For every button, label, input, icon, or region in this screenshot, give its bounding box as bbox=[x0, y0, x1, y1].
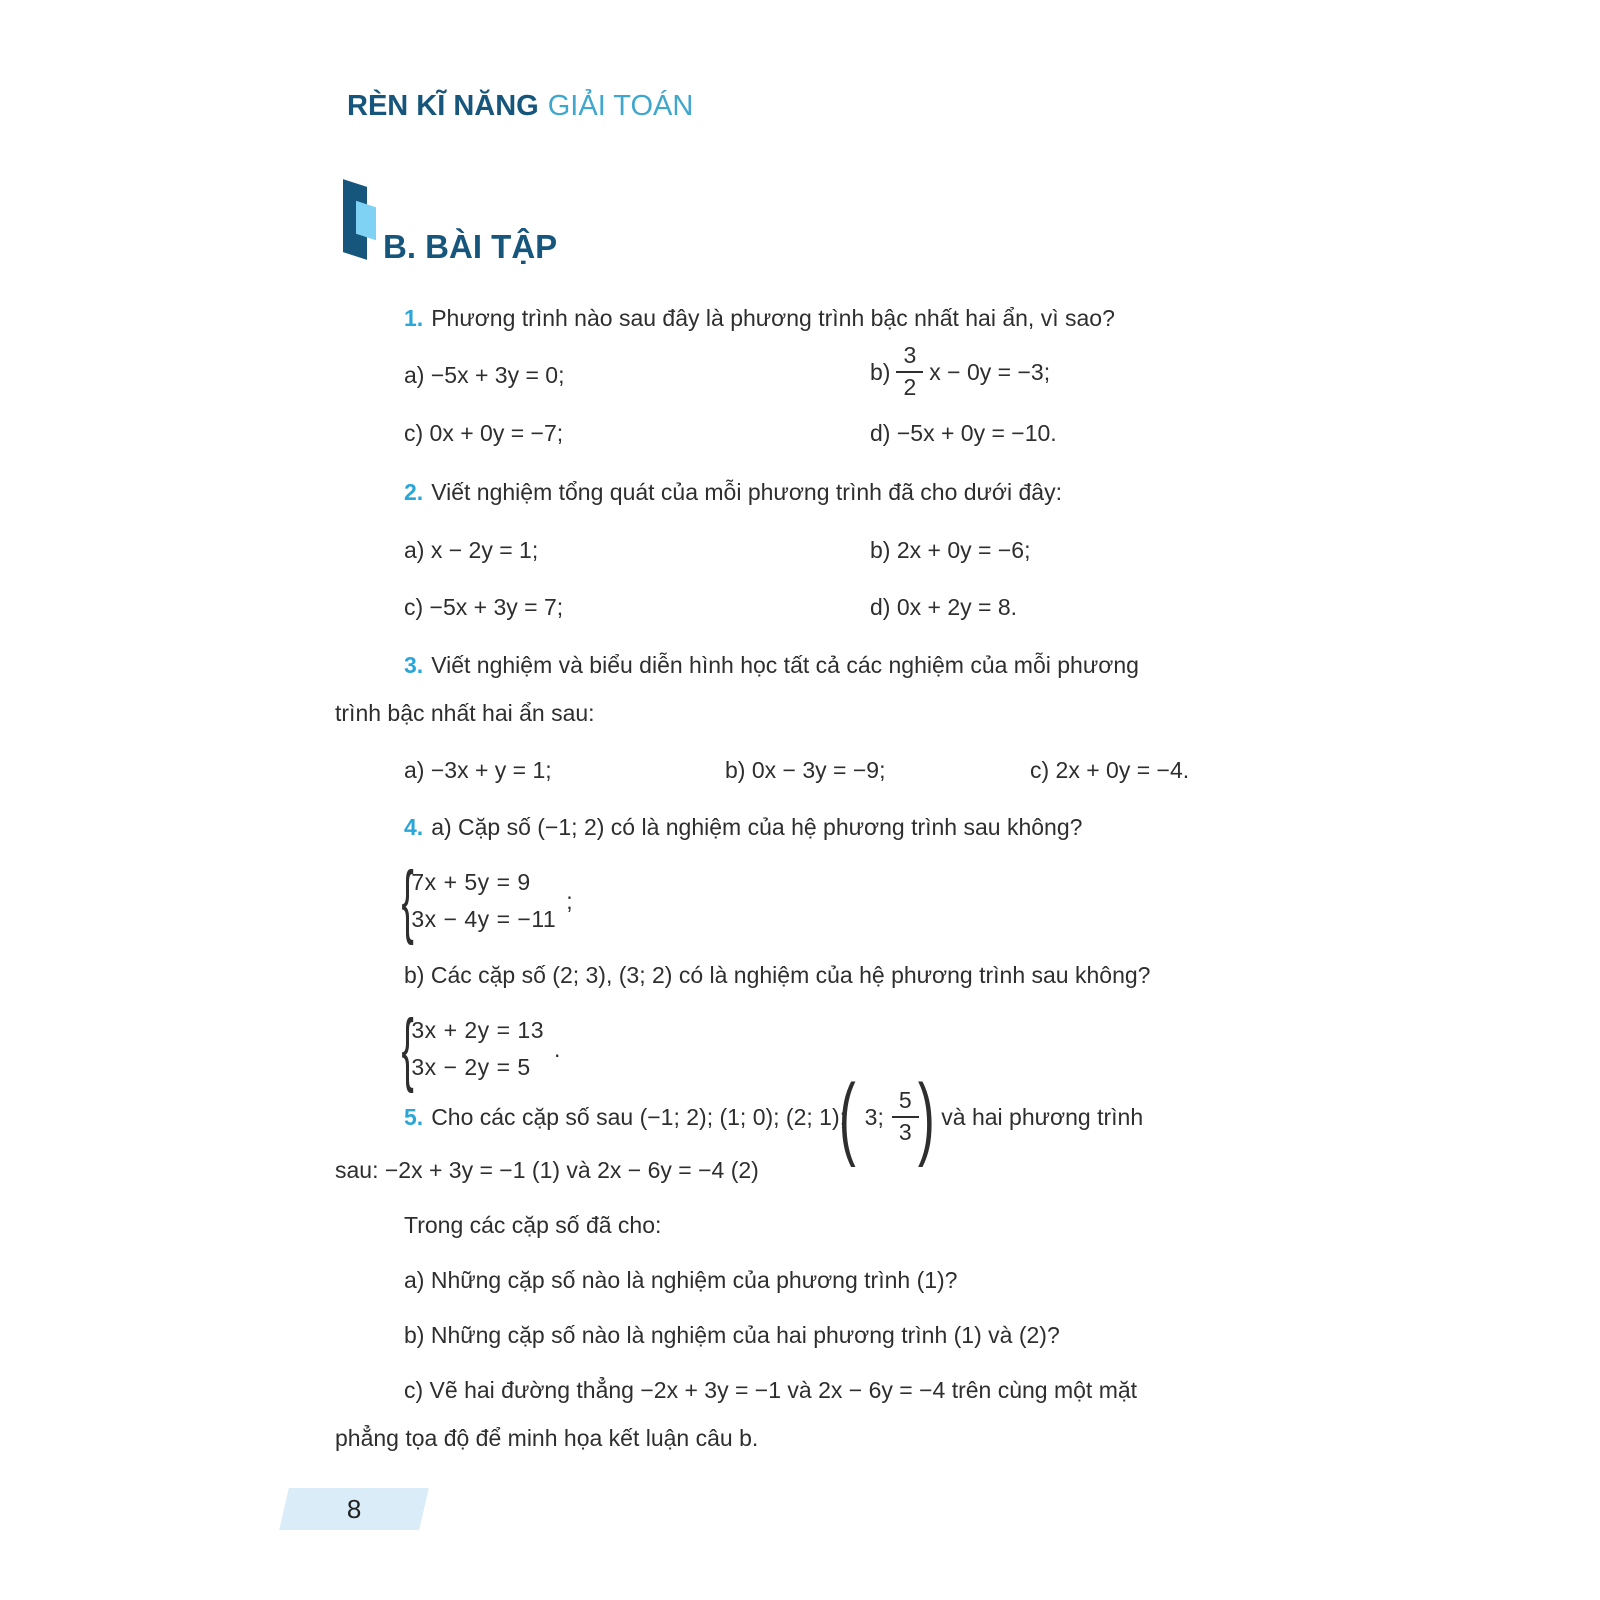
system-punctuation: . bbox=[553, 1035, 561, 1062]
q1-option-b-label: b) bbox=[870, 358, 891, 385]
right-parenthesis: ) bbox=[917, 1066, 935, 1168]
q5-pair-x: 3; bbox=[864, 1103, 884, 1130]
page-number: 8 bbox=[346, 1493, 362, 1524]
system-punctuation: ; bbox=[566, 887, 573, 914]
q1-option-a: a) −5x + 3y = 0; bbox=[404, 362, 565, 388]
q2-option-d: d) 0x + 2y = 8. bbox=[870, 594, 1018, 620]
q4-system-1 bbox=[401, 846, 573, 956]
left-parenthesis: ( bbox=[838, 1066, 856, 1168]
q2-number: 2. bbox=[404, 479, 424, 505]
section-title: B. BÀI TẬP bbox=[383, 228, 558, 265]
header-brand-light: GIẢI TOÁN bbox=[547, 90, 694, 122]
q3-option-b: b) 0x − 3y = −9; bbox=[725, 757, 886, 783]
fraction-denominator: 3 bbox=[898, 1119, 912, 1145]
q5-pair-fraction bbox=[892, 1088, 919, 1146]
q5-intro: Trong các cặp số đã cho: bbox=[404, 1212, 662, 1238]
q2-text: Viết nghiệm tổng quát của mỗi phương trình đã cho dưới đây: bbox=[431, 479, 1062, 505]
q3-text-line1: Viết nghiệm và biểu diễn hình học tất cả các nghiệm của mỗi phương bbox=[431, 652, 1139, 678]
q1-option-d: d) −5x + 0y = −10. bbox=[870, 420, 1057, 446]
page-header bbox=[347, 88, 693, 124]
fraction-numerator: 5 bbox=[892, 1088, 919, 1118]
equation: 3x − 2y = 5 bbox=[411, 1054, 531, 1080]
q1-option-b-rest: x − 0y = −3; bbox=[929, 358, 1051, 385]
q1-text: Phương trình nào sau đây là phương trình bậc nhất hai ẩn, vì sao? bbox=[431, 305, 1115, 331]
q2-heading bbox=[404, 477, 1062, 507]
q2-option-c: c) −5x + 3y = 7; bbox=[404, 594, 564, 620]
left-brace: { bbox=[401, 855, 414, 946]
q5-part-c-line2: phẳng tọa độ để minh họa kết luận câu b. bbox=[335, 1425, 759, 1451]
q5-tail-text: và hai phương trình bbox=[941, 1103, 1144, 1130]
q5-part-a: a) Những cặp số nào là nghiệm của phương trình (1)? bbox=[404, 1267, 958, 1293]
fraction-numerator: 3 bbox=[896, 343, 923, 373]
equation: 7x + 5y = 9 bbox=[411, 869, 531, 895]
q4-part-b-text: b) Các cặp số (2; 3), (3; 2) có là nghiệm của hệ phương trình sau không? bbox=[404, 962, 1151, 988]
header-brand-bold: RÈN KĨ NĂNG bbox=[347, 90, 539, 122]
q4-part-a-text: a) Cặp số (−1; 2) có là nghiệm của hệ phương trình sau không? bbox=[431, 814, 1083, 840]
q5-part-c-line1: c) Vẽ hai đường thẳng −2x + 3y = −1 và 2x − 6y = −4 trên cùng một mặt bbox=[404, 1377, 1138, 1403]
q3-option-c: c) 2x + 0y = −4. bbox=[1030, 757, 1190, 783]
q2-option-b: b) 2x + 0y = −6; bbox=[870, 537, 1031, 563]
q5-part-b: b) Những cặp số nào là nghiệm của hai phương trình (1) và (2)? bbox=[404, 1322, 1060, 1348]
equation: 3x + 2y = 13 bbox=[411, 1017, 544, 1043]
q1-option-c: c) 0x + 0y = −7; bbox=[404, 420, 564, 446]
q1-number: 1. bbox=[404, 305, 424, 331]
q3-heading-line1 bbox=[404, 650, 1139, 680]
q4-number: 4. bbox=[404, 814, 424, 840]
q3-option-a: a) −3x + y = 1; bbox=[404, 757, 552, 783]
q1-option-b-fraction bbox=[896, 343, 923, 401]
q3-number: 3. bbox=[404, 652, 424, 678]
equation: 3x − 4y = −11 bbox=[411, 906, 557, 932]
q5-line2: sau: −2x + 3y = −1 (1) và 2x − 6y = −4 (2) bbox=[335, 1157, 759, 1183]
q3-heading-line2: trình bậc nhất hai ẩn sau: bbox=[335, 700, 595, 726]
q1-option-b bbox=[870, 332, 1050, 412]
q4-system-1-equations bbox=[411, 864, 556, 938]
q5-lead-text: Cho các cặp số sau (−1; 2); (1; 0); (2; 1); bbox=[431, 1103, 847, 1130]
q4-heading bbox=[404, 812, 1082, 842]
q5-number: 5. bbox=[404, 1103, 424, 1130]
page-number-badge bbox=[279, 1488, 429, 1530]
q2-option-a: a) x − 2y = 1; bbox=[404, 537, 539, 563]
left-brace: { bbox=[401, 1003, 414, 1094]
fraction-denominator: 2 bbox=[903, 374, 917, 400]
q1-heading bbox=[404, 303, 1115, 333]
section-bookmark-icon-accent bbox=[356, 201, 376, 240]
